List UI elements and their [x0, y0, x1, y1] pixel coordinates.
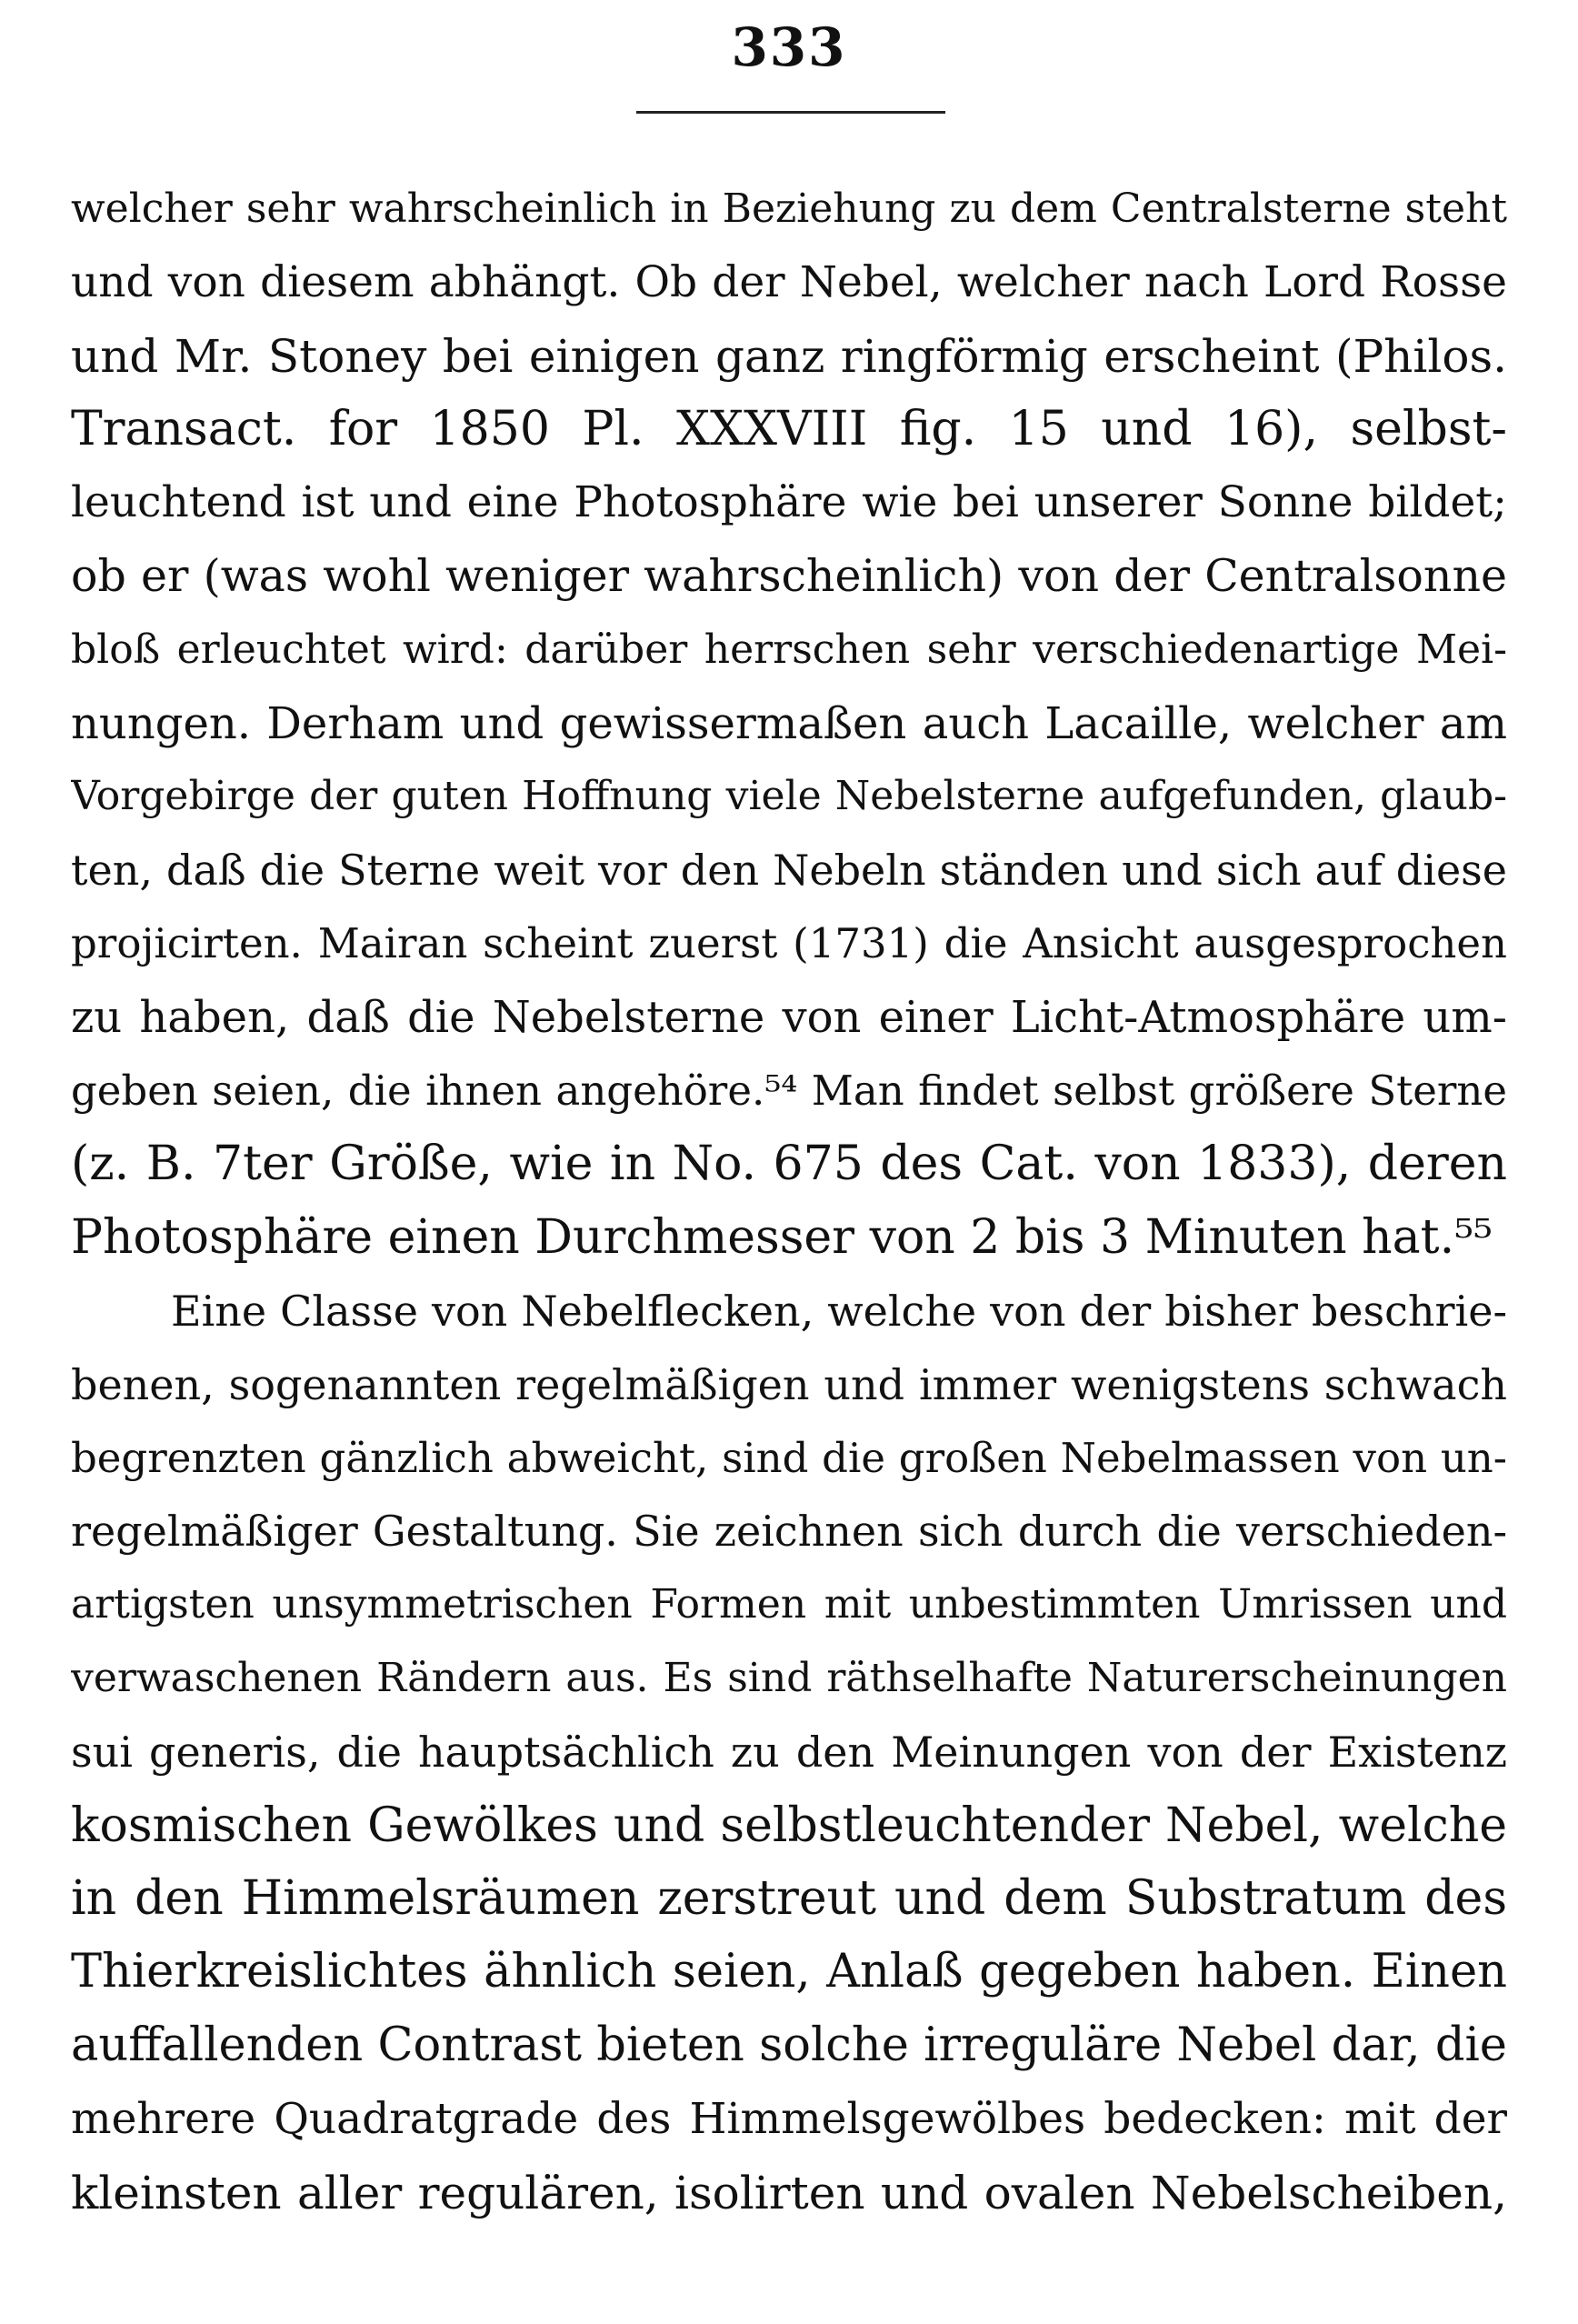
text-line: Vorgebirge der guten Hoffnung viele Nebelsterne aufgefunden, glaub-	[71, 773, 1507, 820]
text-line: benen, sogenannten regelmäßigen und immer wenigstens schwach	[71, 1359, 1507, 1409]
text-line: kleinsten aller regulären, isolirten und ovalen Nebelscheiben,	[71, 2166, 1507, 2219]
header-rule	[636, 111, 945, 114]
text-line: geben seien, die ihnen angehöre.⁵⁴ Man findet selbst größere Sterne	[71, 1066, 1507, 1115]
text-line: ob er (was wohl weniger wahrscheinlich) von der Centralsonne	[71, 549, 1507, 602]
text-line: und Mr. Stoney bei einigen ganz ringförmig erscheint (Philos.	[71, 329, 1507, 383]
text-line: mehrere Quadratgrade des Himmelsgewölbes bedecken: mit der	[71, 2093, 1507, 2144]
text-line: Eine Classe von Nebelflecken, welche von der bisher beschrie-	[171, 1286, 1507, 1336]
page-number: 333	[731, 16, 847, 78]
text-line: in den Himmelsräumen zerstreut und dem Substratum des	[71, 1871, 1507, 1927]
text-line: (z. B. 7ter Größe, wie in No. 675 des Cat. von 1833), deren	[71, 1137, 1507, 1192]
text-line: sui generis, die hauptsächlich zu den Meinungen von der Existenz	[71, 1727, 1507, 1777]
text-line: projicirten. Mairan scheint zuerst (1731) die Ansicht ausgesprochen	[71, 918, 1507, 967]
text-line: regelmäßiger Gestaltung. Sie zeichnen sich durch die verschieden-	[71, 1507, 1507, 1557]
text-line: zu haben, daß die Nebelsterne von einer Licht-Atmosphäre um-	[71, 991, 1507, 1043]
text-line: Photosphäre einen Durchmesser von 2 bis 3 Minuten hat.⁵⁵	[71, 1210, 1493, 1266]
text-line: und von diesem abhängt. Ob der Nebel, welcher nach Lord Rosse	[71, 256, 1507, 307]
text-line: auffallenden Contrast bieten solche irreguläre Nebel dar, die	[71, 2018, 1507, 2072]
body-text	[71, 173, 1507, 2229]
text-line: Thierkreislichtes ähnlich seien, Anlaß gegeben haben. Einen	[71, 1945, 1507, 1999]
text-line: verwaschenen Rändern aus. Es sind räthselhafte Naturerscheinungen	[71, 1654, 1507, 1701]
text-line: Transact. for 1850 Pl. XXXVIII fig. 15 und 16), selbst-	[71, 402, 1507, 457]
text-line: artigsten unsymmetrischen Formen mit unbestimmten Umrissen und	[71, 1581, 1507, 1628]
text-line: ten, daß die Sterne weit vor den Nebeln ständen und sich auf diese	[71, 846, 1507, 896]
text-line: begrenzten gänzlich abweicht, sind die großen Nebelmassen von un-	[71, 1433, 1507, 1482]
text-line: kosmischen Gewölkes und selbstleuchtender Nebel, welche	[71, 1798, 1507, 1853]
text-line: bloß erleuchtet wird: darüber herrschen sehr verschiedenartige Mei-	[71, 626, 1507, 673]
text-line: welcher sehr wahrscheinlich in Beziehung zu dem Centralsterne steht	[71, 185, 1507, 232]
text-line: leuchtend ist und eine Photosphäre wie bei unserer Sonne bildet;	[71, 477, 1507, 528]
text-line: nungen. Derham und gewissermaßen auch Lacaille, welcher am	[71, 697, 1507, 749]
